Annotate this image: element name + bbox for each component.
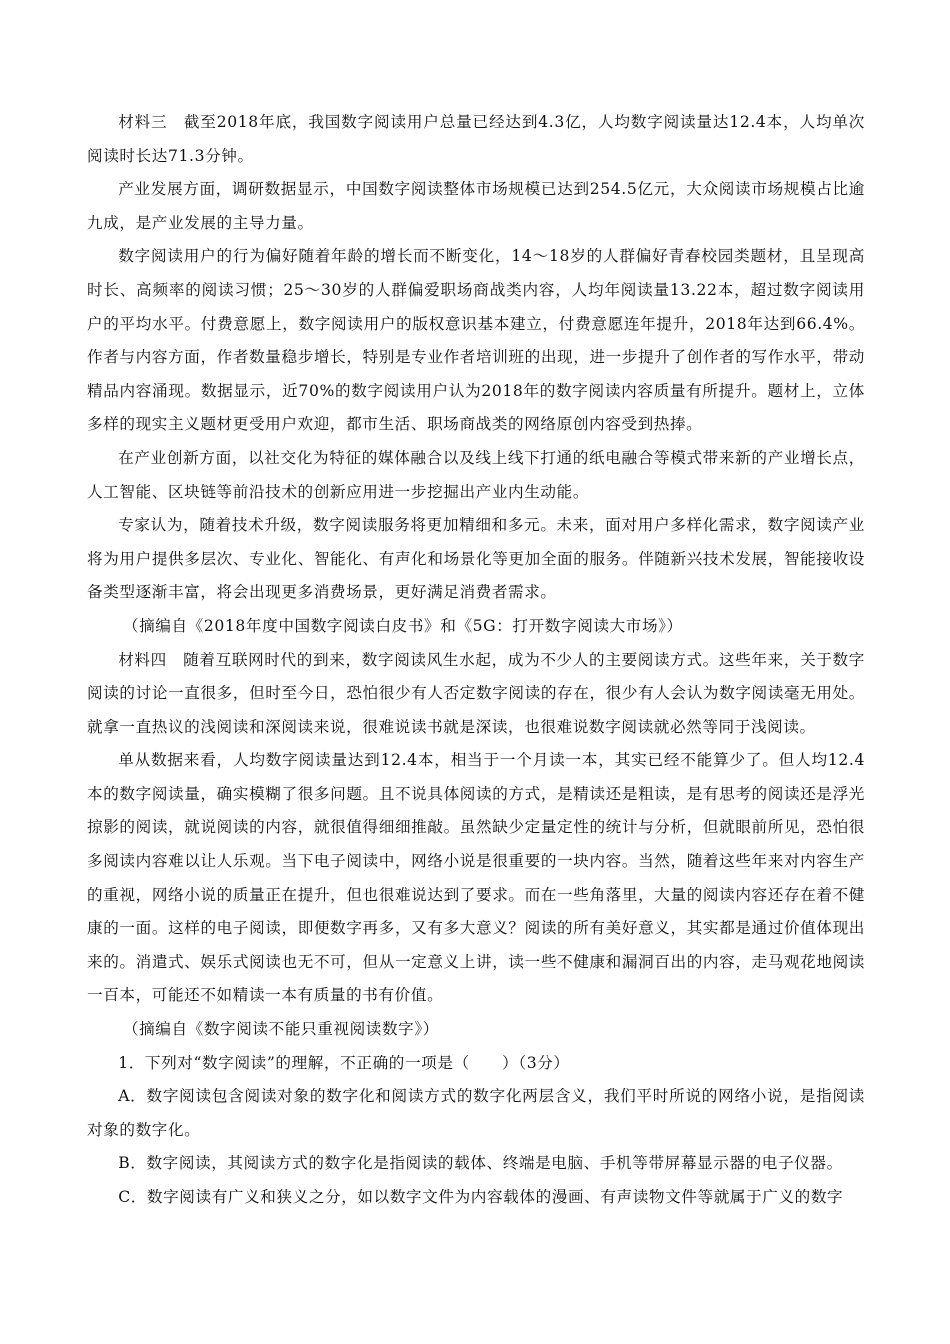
material3-paragraph-5: 专家认为，随着技术升级，数字阅读服务将更加精细和多元。未来，面对用户多样化需求，数字阅读产业将为用户提供多层次、专业化、智能化、有声化和场景化等更加全面的服务。伴随新兴技术发展，智能接收设备类型逐渐丰富，将会出现更多消费场景，更好满足消费者需求。	[87, 516, 865, 602]
material3-paragraph-1: 材料三 截至2018年底，我国数字阅读用户总量已经达到4.3亿，人均数字阅读量达12.4本，人均单次阅读时长达71.3分钟。	[87, 113, 865, 165]
question1-option-a: A．数字阅读包含阅读对象的数字化和阅读方式的数字化两层含义，我们平时所说的网络小说，是指阅读对象的数字化。	[87, 1087, 865, 1139]
material3-paragraph-4: 在产业创新方面，以社交化为特征的媒体融合以及线上线下打通的纸电融合等模式带来新的产业增长点，人工智能、区块链等前沿技术的创新应用进一步挖掘出产业内生动能。	[87, 448, 865, 501]
material3-source: （摘编自《2018年度中国数字阅读白皮书》和《5G：打开数字阅读大市场》）	[122, 616, 683, 635]
material3-paragraph-3: 数字阅读用户的行为偏好随着年龄的增长而不断变化，14～18岁的人群偏好青春校园类题材，且呈现高时长、高频率的阅读习惯；25～30岁的人群偏爱职场商战类内容，人均年阅读量13.22本，超过数字阅读用户的平均水平。付费意愿上，数字阅读用户的版权意识基本建立，付费意愿连年提升，2018年达到66.4%。作者与内容方面，作者数量稳步增长，特别是专业作者培训班的出现，进一步提升了创作者的写作水平，带动精品内容涌现。数据显示，近70%的数字阅读用户认为2018年的数字阅读内容质量有所提升。题材上，立体多样的现实主义题材更受用户欢迎，都市生活、职场商战类的网络原创内容受到热捧。	[87, 247, 865, 434]
question1-option-b: B．数字阅读，其阅读方式的数字化是指阅读的载体、终端是电脑、手机等带屏幕显示器的电子仪器。	[118, 1154, 843, 1173]
material-three	[87, 106, 865, 644]
material4-paragraph-1: 材料四 随着互联网时代的到来，数字阅读风生水起，成为不少人的主要阅读方式。这些年来，关于数字阅读的讨论一直很多，但时至今日，恐怕很少有人否定数字阅读的存在，很少有人会认为数字阅读毫无用处。就拿一直热议的浅阅读和深阅读来说，很难说读书就是深读，也很难说数字阅读就必然等同于浅阅读。	[87, 650, 865, 736]
material4-source: （摘编自《数字阅读不能只重视阅读数字》）	[122, 1020, 439, 1039]
material4-paragraph-2: 单从数据来看，人均数字阅读量达到12.4本，相当于一个月读一本，其实已经不能算少了。但人均12.4本的数字阅读量，确实模糊了很多问题。且不说具体阅读的方式，是精读还是粗读，是有思考的阅读还是浮光掠影的阅读，就说阅读的内容，就很值得细细推敲。虽然缺少定量定性的统计与分析，但就眼前所见，恐怕很多阅读内容难以让人乐观。当下电子阅读中，网络小说是很重要的一块内容。当然，随着这些年来对内容生产的重视，网络小说的质量正在提升，但也很难说达到了要求。而在一些角落里，大量的阅读内容还存在着不健康的一面。这样的电子阅读，即便数字再多，又有多大意义？阅读的所有美好意义，其实都是通过价值体现出来的。消遣式、娱乐式阅读也无不可，但从一定意义上讲，读一些不健康和漏洞百出的内容，走马观花地阅读一百本，可能还不如精读一本有质量的书有价值。	[87, 751, 865, 1005]
material3-paragraph-2: 产业发展方面，调研数据显示，中国数字阅读整体市场规模已达到254.5亿元，大众阅读市场规模占比逾九成，是产业发展的主导力量。	[87, 180, 865, 232]
question1-stem: 1．下列对“数字阅读”的理解，不正确的一项是（ ）（3分）	[118, 1053, 570, 1072]
question1-option-c: C．数字阅读有广义和狭义之分，如以数字文件为内容载体的漫画、有声读物文件等就属于广义的数字	[118, 1188, 844, 1206]
question-1	[87, 1047, 865, 1215]
material-four	[87, 644, 865, 1047]
